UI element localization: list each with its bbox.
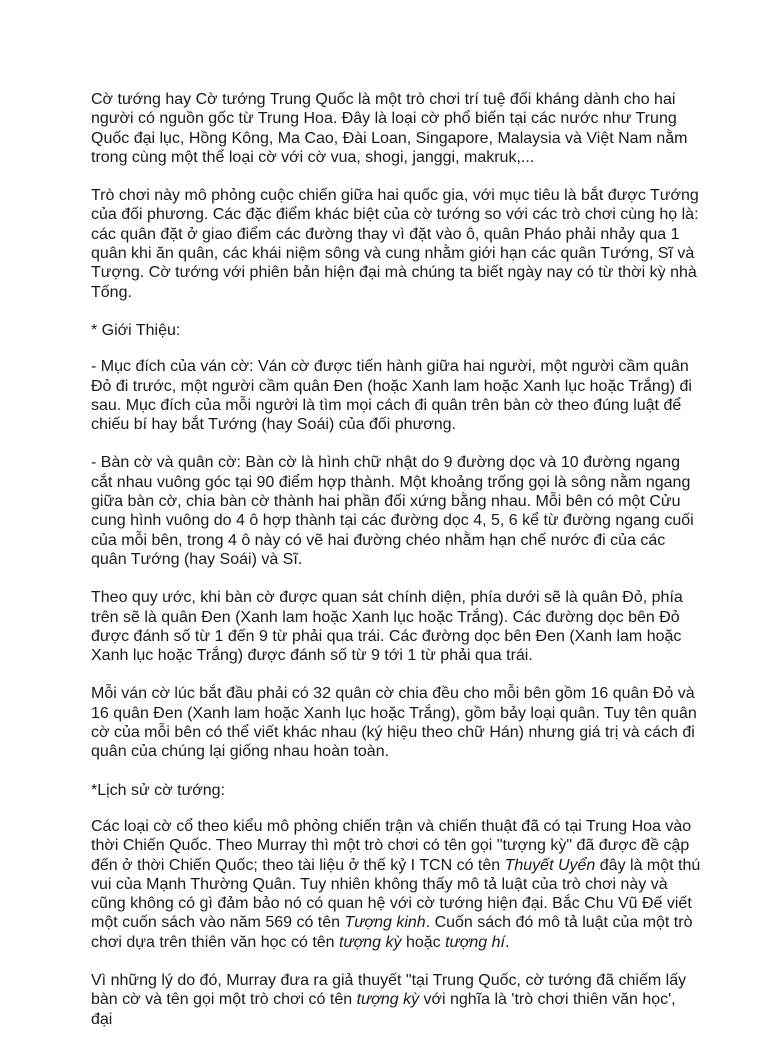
paragraph-overview: Trò chơi này mô phỏng cuộc chiến giữa hai quốc gia, với mục tiêu là bắt được Tướng của đối phương. Các đặc điểm khác biệt của cờ tướng so với các trò chơi cùng họ là: các quân đặt ở giao điểm các đường thay vì đặt vào ô, quân Pháo phải nhảy qua 1 quân khi ăn quân, các khái niệm sông và cung nhằm giới hạn các quân Tướng, Sĩ và Tượng. Cờ tướng với phiên bản hiện đại mà chúng ta biết ngày nay có từ thời kỳ nhà Tống.	[91, 187, 699, 301]
text-run: với nghĩa là 'trò chơi thiên văn học', đại	[91, 991, 676, 1028]
paragraph-history-origins	[91, 817, 701, 952]
text-run: . Cuốn sách đó mô tả luật của một trò chơi dựa trên thiên văn học có tên	[91, 914, 693, 951]
heading-history: *Lịch sử cờ tướng:	[91, 781, 226, 799]
italic-title-tuong-kinh: Tượng kinh	[344, 914, 426, 932]
text-run: hoặc	[401, 933, 446, 951]
document-page	[91, 90, 701, 1048]
italic-term-tuong-hi: tượng hí	[445, 933, 505, 951]
paragraph-convention: Theo quy ước, khi bàn cờ được quan sát chính diện, phía dưới sẽ là quân Đỏ, phía trên sẽ là quân Đen (Xanh lam hoặc Xanh lục hoặc Trắng). Các đường dọc bên Đỏ được đánh số từ 1 đến 9 từ phải qua trái. Các đường dọc bên Đen (Xanh lam hoặc Xanh lục hoặc Trắng) được đánh số từ 9 tới 1 từ phải qua trái.	[91, 589, 683, 665]
heading-introduction: * Giới Thiệu:	[91, 321, 181, 339]
paragraph-murray-hypothesis	[91, 971, 701, 1029]
text-run: Vì những lý do đó, Murray đưa ra giả thuyết "tại Trung Quốc, cờ tướng đã chiếm lấy bàn cờ và tên gọi một trò chơi có tên	[91, 971, 687, 1009]
italic-title-thuyet-uyen: Thuyết Uyển	[504, 856, 596, 874]
text-run: đây là một thú vui của Mạnh Thường Quân. Tuy nhiên không thấy mô tả luật của trò chơi này và cũng không có gì đảm bảo nó có quan hệ với cờ tướng hiện đại. Bắc Chu Vũ Đế viết một cuốn sách vào năm 569 có tên	[91, 856, 701, 932]
text-run: Các loại cờ cổ theo kiểu mô phỏng chiến trận và chiến thuật đã có tại Trung Hoa vào thời Chiến Quốc. Theo Murray thì một trò chơi có tên gọi "tượng kỳ" đã được đề cập đến ở thời Chiến Quốc; theo tài liệu ở thế kỷ I TCN có tên	[91, 817, 692, 874]
paragraph-board-and-pieces: - Bàn cờ và quân cờ: Bàn cờ là hình chữ nhật do 9 đường dọc và 10 đường ngang cắt nhau vuông góc tại 90 điểm hợp thành. Một khoảng trống gọi là sông nằm ngang giữa bàn cờ, chia bàn cờ thành hai phần đối xứng bằng nhau. Mỗi bên có một Cửu cung hình vuông do 4 ô hợp thành tại các đường dọc 4, 5, 6 kể từ đường ngang cuối của mỗi bên, trong 4 ô này có vẽ hai đường chéo nhằm hạn chế nước đi của các quân Tướng (hay Soái) và Sĩ.	[91, 454, 694, 568]
paragraph-pieces-count: Mỗi ván cờ lúc bắt đầu phải có 32 quân cờ chia đều cho mỗi bên gồm 16 quân Đỏ và 16 quân Đen (Xanh lam hoặc Xanh lục hoặc Trắng), gồm bảy loại quân. Tuy tên quân cờ của mỗi bên có thể viết khác nhau (ký hiệu theo chữ Hán) nhưng giá trị và cách đi quân của chúng lại giống nhau hoàn toàn.	[91, 685, 697, 761]
text-run: .	[504, 933, 510, 951]
paragraph-intro: Cờ tướng hay Cờ tướng Trung Quốc là một trò chơi trí tuệ đối kháng dành cho hai người có nguồn gốc từ Trung Hoa. Đây là loại cờ phổ biến tại các nước như Trung Quốc đại lục, Hồng Kông, Ma Cao, Đài Loan, Singapore, Malaysia và Việt Nam nằm trong cùng một thể loại cờ với cờ vua, shogi, janggi, makruk,...	[91, 91, 688, 166]
italic-term-tuong-ky: tượng kỳ	[339, 933, 402, 951]
paragraph-game-purpose: - Mục đích của ván cờ: Ván cờ được tiến hành giữa hai người, một người cầm quân Đỏ đi trước, một người cầm quân Đen (hoặc Xanh lam hoặc Xanh lục hoặc Trắng) đi sau. Mục đích của mỗi người là tìm mọi cách đi quân trên bàn cờ theo đúng luật để chiếu bí hay bắt Tướng (hay Soái) của đối phương.	[91, 358, 692, 434]
italic-term-tuong-ky: tượng kỳ	[356, 991, 420, 1009]
